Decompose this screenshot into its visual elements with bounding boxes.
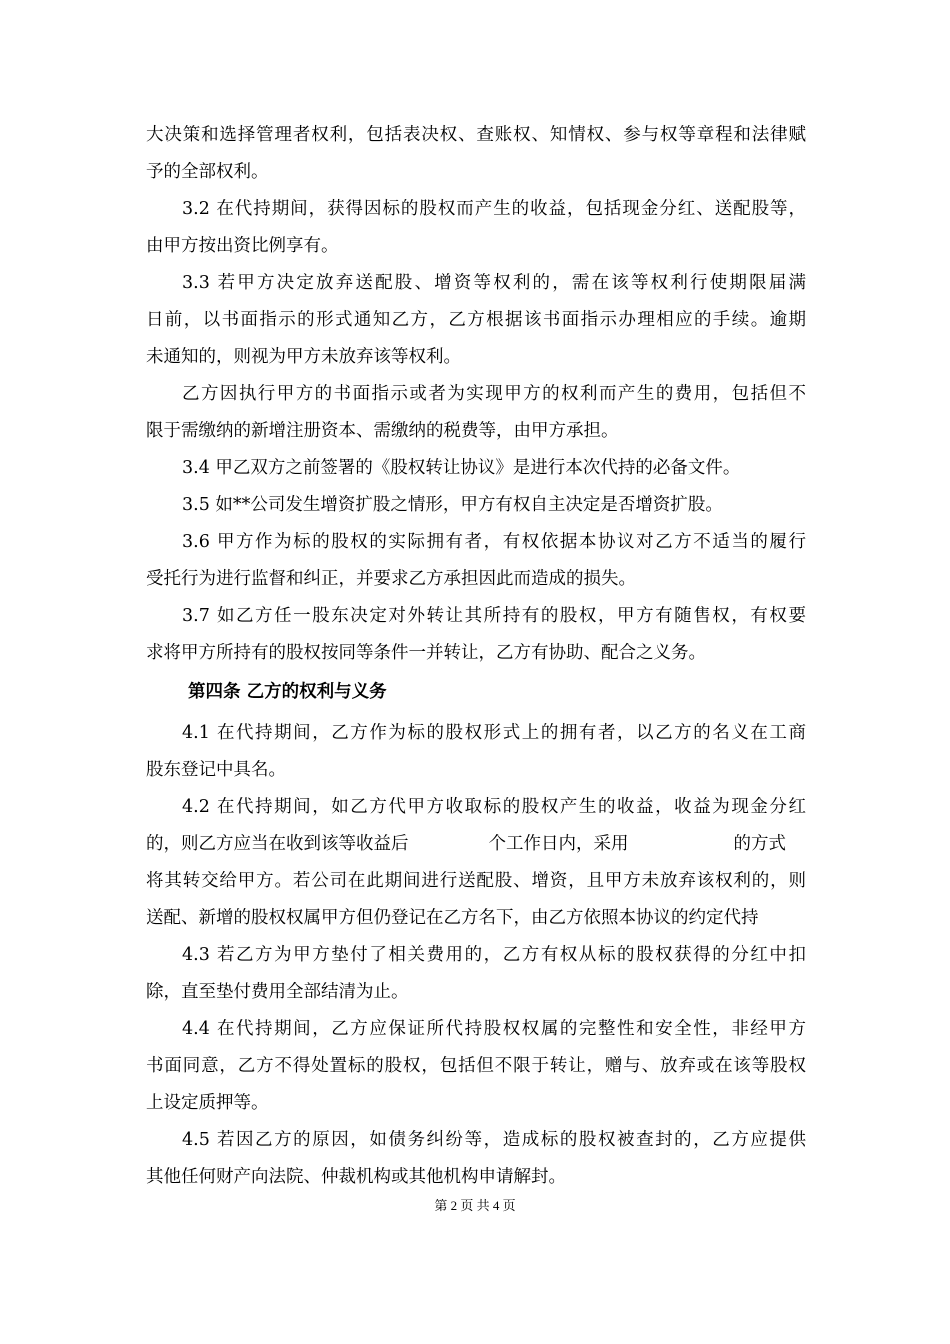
text-line: 3.5 如**公司发生增资扩股之情形，甲方有权自主决定是否增资扩股。 (182, 495, 723, 515)
text-line: 其他任何财产向法院、仲裁机构或其他机构申请解封。 (146, 1167, 566, 1187)
text-line: 予的全部权利。 (146, 162, 269, 182)
text-fragment: 的方式 (733, 834, 786, 854)
text-line: 送配、新增的股权权属甲方但仍登记在乙方名下，由乙方依照本协议的约定代持 (146, 908, 759, 928)
text-line: 由甲方按出资比例享有。 (146, 236, 339, 256)
text-line-with-blanks (146, 832, 806, 856)
text-line: 股东登记中具名。 (146, 760, 286, 780)
text-line: 4.5 若因乙方的原因，如债务纠纷等，造成标的股权被查封的，乙方应提供 (182, 1130, 806, 1150)
text-line: 限于需缴纳的新增注册资本、需缴纳的税费等，由甲方承担。 (146, 421, 619, 441)
text-line: 大决策和选择管理者权利，包括表决权、查账权、知情权、参与权等章程和法律赋 (146, 125, 806, 145)
text-line: 受托行为进行监督和纠正，并要求乙方承担因此而造成的损失。 (146, 569, 636, 589)
section-heading: 第四条 乙方的权利与义务 (188, 682, 387, 702)
text-line: 日前，以书面指示的形式通知乙方，乙方根据该书面指示办理相应的手续。逾期 (146, 310, 806, 330)
text-line: 3.4 甲乙双方之前签署的《股权转让协议》是进行本次代持的必备文件。 (182, 458, 741, 478)
text-fragment: 个工作日内，采用 (488, 834, 629, 854)
text-line: 3.7 如乙方任一股东决定对外转让其所持有的股权，甲方有随售权，有权要 (182, 606, 806, 626)
text-line: 求将甲方所持有的股权按同等条件一并转让，乙方有协助、配合之义务。 (146, 643, 706, 663)
text-line: 4.3 若乙方为甲方垫付了相关费用的，乙方有权从标的股权获得的分红中扣 (182, 945, 806, 965)
text-line: 乙方因执行甲方的书面指示或者为实现甲方的权利而产生的费用，包括但不 (182, 384, 806, 404)
text-line: 除，直至垫付费用全部结清为止。 (146, 982, 409, 1002)
text-line: 上设定质押等。 (146, 1093, 269, 1113)
text-line: 3.6 甲方作为标的股权的实际拥有者，有权依据本协议对乙方不适当的履行 (182, 532, 806, 552)
text-fragment: 的，则乙方应当在收到该等收益后 (146, 834, 409, 854)
text-line: 3.3 若甲方决定放弃送配股、增资等权利的，需在该等权利行使期限届满 (182, 273, 806, 293)
text-line: 未通知的，则视为甲方未放弃该等权利。 (146, 347, 461, 367)
text-line: 4.2 在代持期间，如乙方代甲方收取标的股权产生的收益，收益为现金分红 (182, 797, 806, 817)
text-line: 3.2 在代持期间，获得因标的股权而产生的收益，包括现金分红、送配股等， (182, 199, 806, 219)
page-footer: 第 2 页 共 4 页 (434, 1198, 516, 1213)
text-line: 将其转交给甲方。若公司在此期间进行送配股、增资，且甲方未放弃该权利的，则 (146, 871, 806, 891)
text-line: 4.4 在代持期间，乙方应保证所代持股权权属的完整性和安全性，非经甲方 (182, 1019, 806, 1039)
text-line: 书面同意，乙方不得处置标的股权，包括但不限于转让，赠与、放弃或在该等股权 (146, 1056, 806, 1076)
text-line: 4.1 在代持期间，乙方作为标的股权形式上的拥有者，以乙方的名义在工商 (182, 723, 806, 743)
